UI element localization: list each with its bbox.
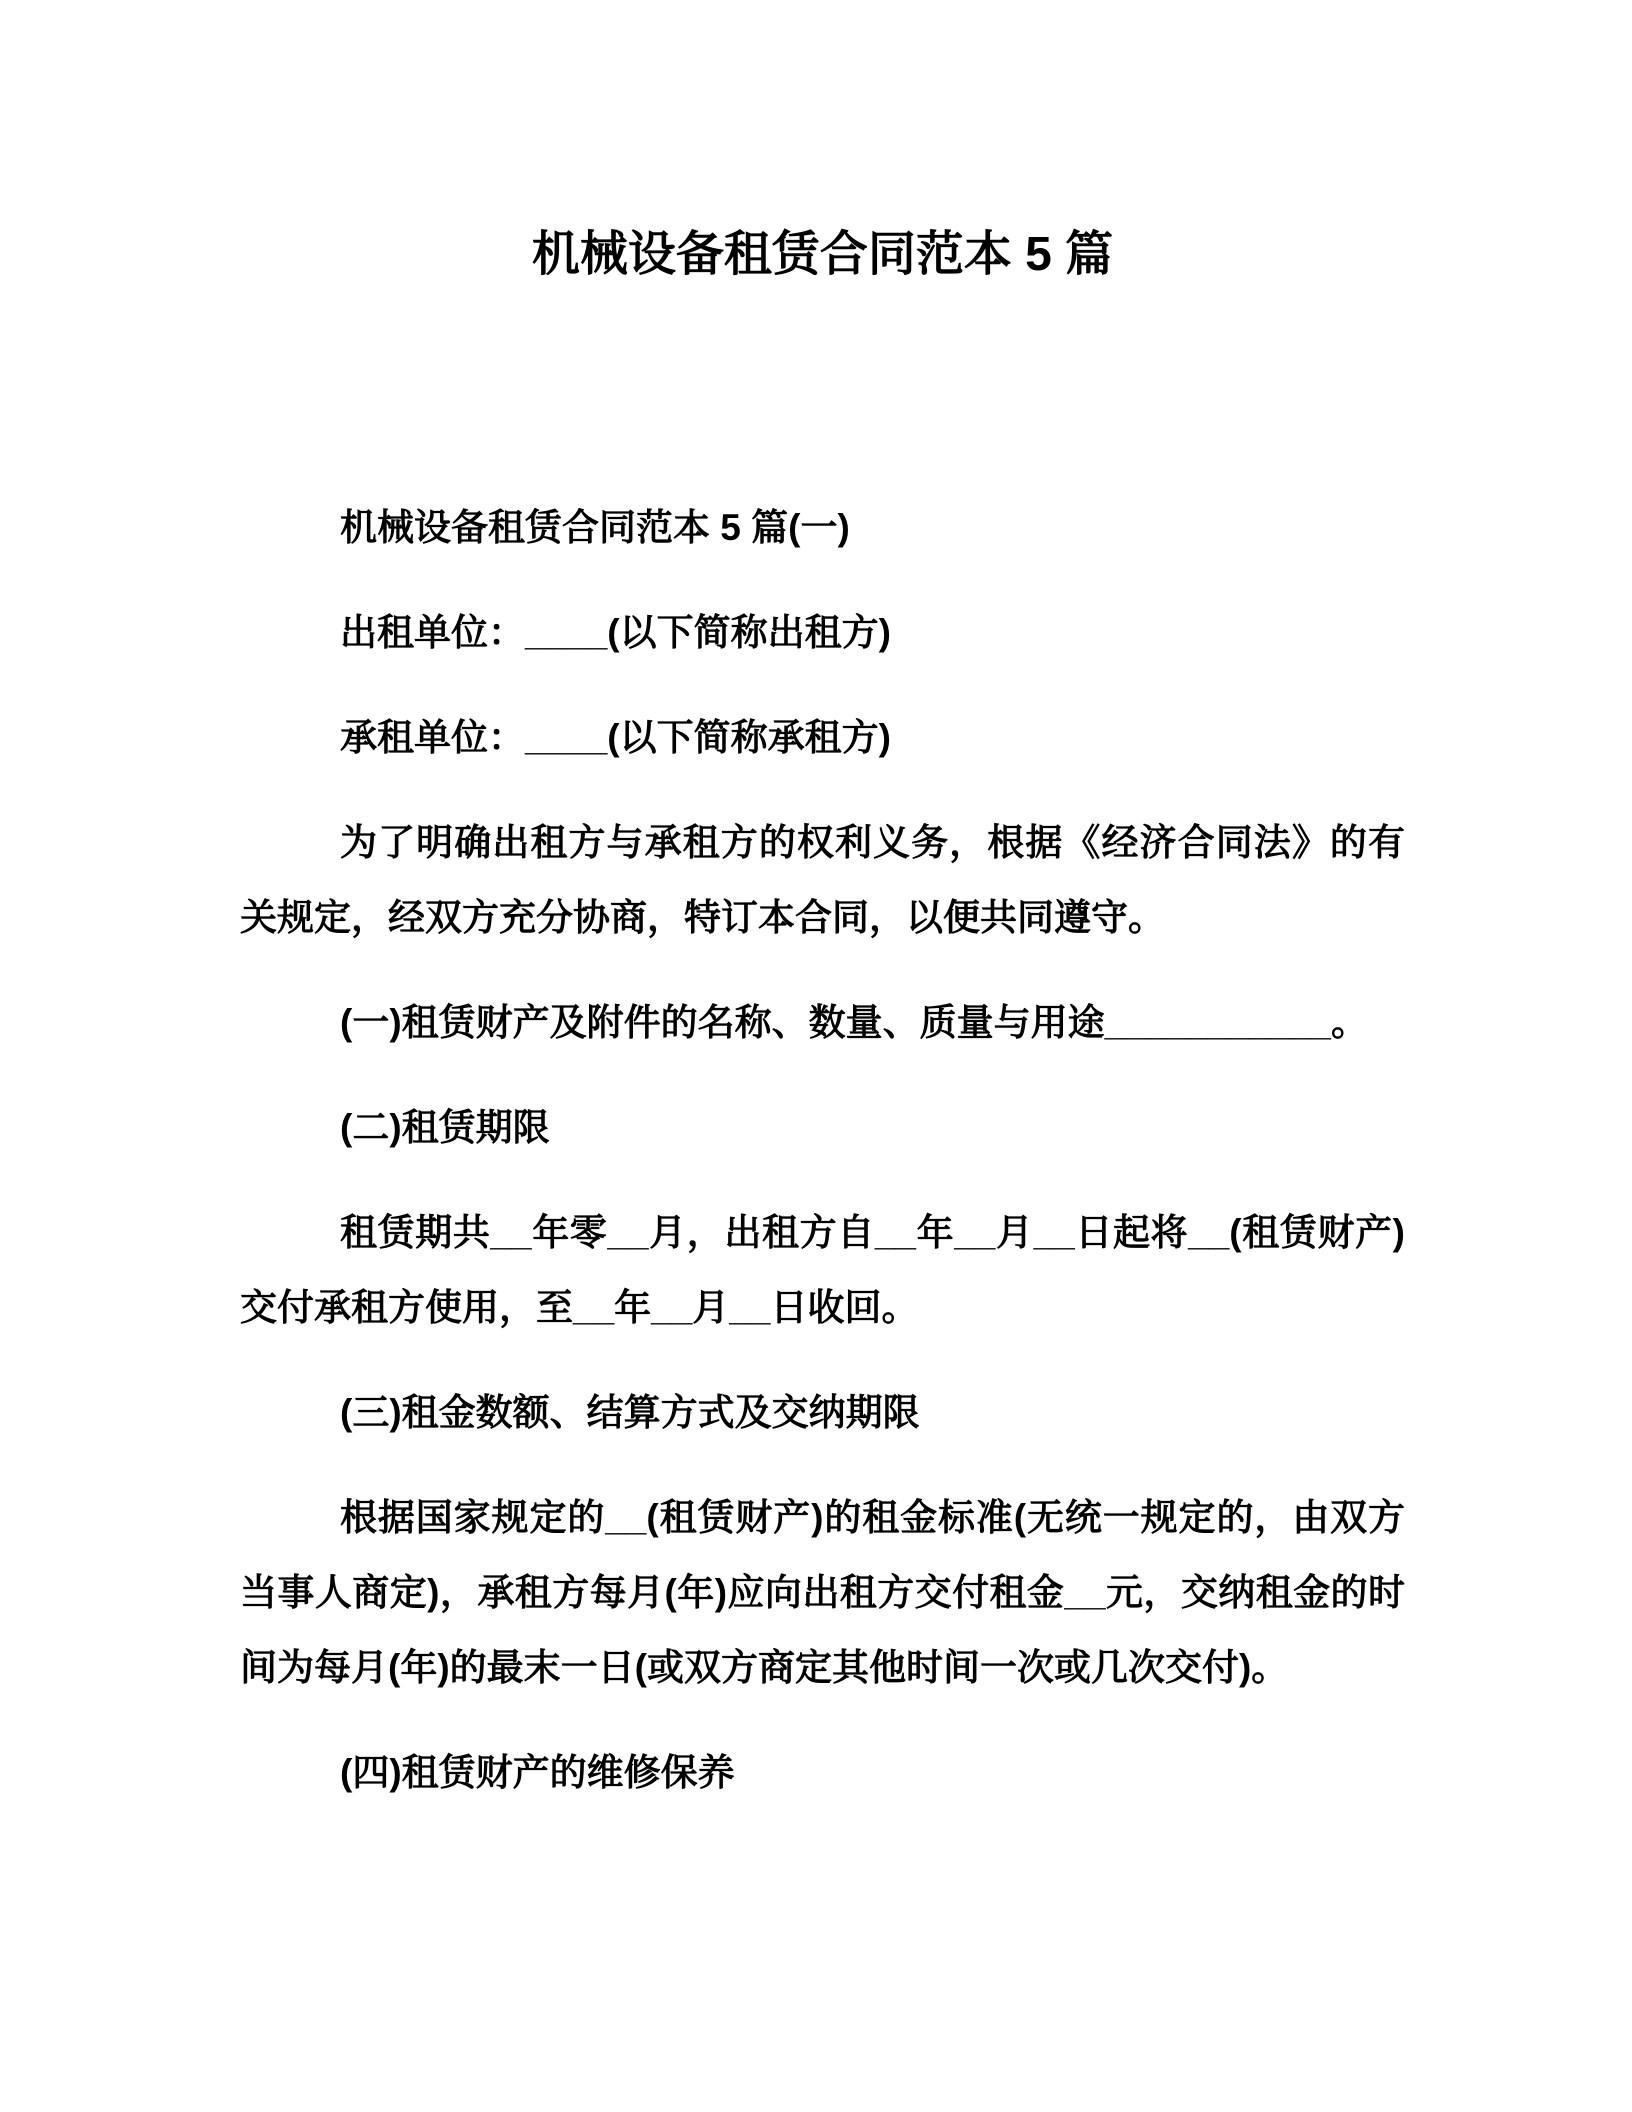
paragraph-lessor: 出租单位：____(以下简称出租方) (340, 612, 891, 653)
paragraph-lessee: 承租单位：____(以下简称承租方) (340, 717, 891, 758)
paragraph-subtitle: 机械设备租赁合同范本 5 篇(一) (340, 507, 850, 548)
paragraph-preamble: 为了明确出租方与承租方的权利义务，根据《经济合同法》的有关规定，经双方充分协商，特订本合同，以便共同遵守。 (240, 822, 1405, 938)
paragraph-clause-3-title: (三)租金数额、结算方式及交纳期限 (340, 1392, 920, 1433)
document-title: 机械设备租赁合同范本 5 篇 (531, 228, 1114, 281)
paragraph-clause-4-title: (四)租赁财产的维修保养 (340, 1752, 735, 1793)
paragraph-clause-3-body: 根据国家规定的__(租赁财产)的租金标准(无统一规定的，由双方当事人商定)，承租方每月(年)应向出租方交付租金__元，交纳租金的时间为每月(年)的最末一日(或双方商定其他时间一次或几次交付)。 (240, 1497, 1405, 1688)
document-body (240, 490, 1405, 1810)
paragraph-clause-2-body: 租赁期共__年零__月，出租方自__年__月__日起将__(租赁财产)交付承租方使用，至__年__月__日收回。 (240, 1212, 1405, 1328)
paragraph-clause-1: (一)租赁财产及附件的名称、数量、质量与用途___________。 (340, 1002, 1368, 1043)
paragraph-clause-2-title: (二)租赁期限 (340, 1107, 550, 1148)
